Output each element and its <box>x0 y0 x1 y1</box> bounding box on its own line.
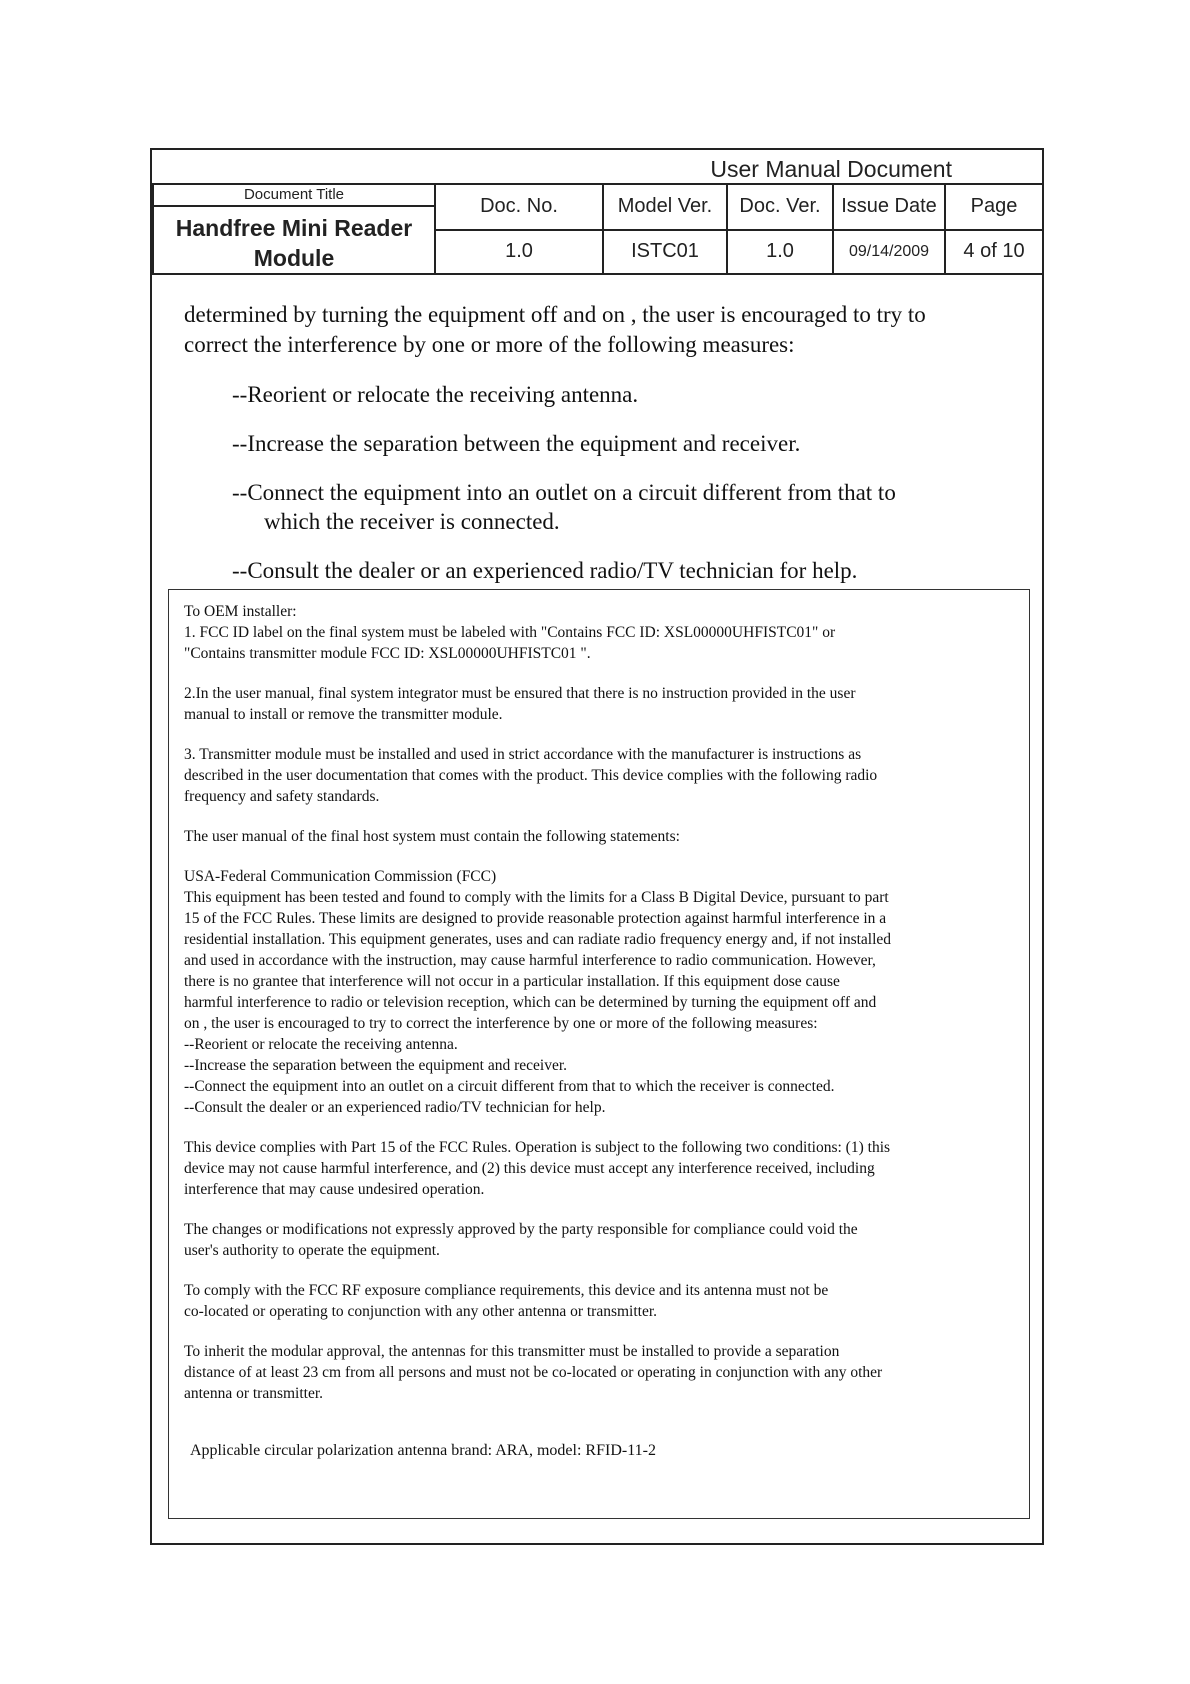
changes-statement <box>184 1219 1019 1261</box>
page-value: 4 of 10 <box>945 230 1043 275</box>
measure-item <box>232 478 992 536</box>
part15-line-2: device may not cause harmful interference, and (2) this device must accept any interference received, including <box>184 1160 875 1177</box>
antenna-brand-line: Applicable circular polarization antenna brand: ARA, model: RFID-11-2 <box>190 1442 656 1459</box>
fcc-line-5: there is no grantee that interference will not occur in a particular installation. If this equipment dose cause <box>184 973 840 990</box>
oem-item-2-line-2: manual to install or remove the transmitter module. <box>184 706 503 723</box>
document-type-header <box>152 150 1042 186</box>
oem-item-1-line-1: 1. FCC ID label on the final system must be labeled with "Contains FCC ID: XSL00000UHFISTC01" or <box>184 624 836 641</box>
document-title-line-1: Handfree Mini Reader <box>175 215 413 241</box>
document-title-line-2: Module <box>253 245 335 271</box>
measure-item <box>232 380 992 409</box>
issue-date-header: Issue Date <box>833 184 945 230</box>
measure-item <box>232 429 992 458</box>
measure-item <box>232 556 992 585</box>
oem-item-3-line-1: 3. Transmitter module must be installed and used in strict accordance with the manufacturer is instructions as <box>184 746 862 763</box>
measure-increase-separation: --Increase the separation between the equipment and receiver. <box>232 431 801 456</box>
oem-item-1 <box>184 601 1019 664</box>
oem-item-3 <box>184 744 1019 807</box>
fcc-line-4: and used in accordance with the instruction, may cause harmful interference to radio communication. However, <box>184 952 876 969</box>
measure-connect-outlet-line-1: --Connect the equipment into an outlet on a circuit different from that to <box>232 480 896 505</box>
rf-exposure-statement <box>184 1280 1019 1322</box>
document-title <box>154 207 434 273</box>
modular-line-2: distance of at least 23 cm from all persons and must not be co-located or operating in conjunction with any other <box>184 1364 883 1381</box>
measure-connect-outlet-line-2: which the receiver is connected. <box>264 509 560 534</box>
model-ver-header: Model Ver. <box>603 184 727 230</box>
rf-line-1: To comply with the FCC RF exposure compliance requirements, this device and its antenna must not be <box>184 1282 829 1299</box>
measure-reorient: --Reorient or relocate the receiving antenna. <box>232 382 639 407</box>
intro-paragraph <box>184 300 1004 360</box>
oem-installer-text <box>184 601 1019 1423</box>
part15-line-3: interference that may cause undesired operation. <box>184 1181 485 1198</box>
fcc-measure-2: --Increase the separation between the equipment and receiver. <box>184 1057 568 1074</box>
fcc-line-3: residential installation. This equipment generates, uses and can radiate radio frequency energy and, if not installed <box>184 931 892 948</box>
changes-line-2: user's authority to operate the equipment. <box>184 1242 440 1259</box>
doc-ver-value: 1.0 <box>727 230 833 275</box>
doc-no-header: Doc. No. <box>435 184 603 230</box>
fcc-line-6: harmful interference to radio or television reception, which can be determined by turning the equipment off and <box>184 994 877 1011</box>
model-ver-value: ISTC01 <box>603 230 727 275</box>
document-type-label: User Manual Document <box>710 156 952 182</box>
measure-consult-dealer: --Consult the dealer or an experienced radio/TV technician for help. <box>232 558 858 583</box>
page-header: Page <box>945 184 1043 230</box>
oem-item-3-line-3: frequency and safety standards. <box>184 788 380 805</box>
fcc-line-1: This equipment has been tested and found to comply with the limits for a Class B Digital Device, pursuant to part <box>184 889 889 906</box>
fcc-statement <box>184 866 1019 1118</box>
fcc-heading: USA-Federal Communication Commission (FCC) <box>184 868 497 885</box>
fcc-measure-4: --Consult the dealer or an experienced radio/TV technician for help. <box>184 1099 606 1116</box>
doc-ver-header: Doc. Ver. <box>727 184 833 230</box>
intro-line-2: correct the interference by one or more of the following measures: <box>184 332 795 357</box>
statements-intro-line: The user manual of the final host system must contain the following statements: <box>184 828 680 845</box>
document-title-label: Document Title <box>154 185 434 207</box>
modular-approval-statement <box>184 1341 1019 1404</box>
fcc-measure-1: --Reorient or relocate the receiving antenna. <box>184 1036 458 1053</box>
doc-no-value: 1.0 <box>435 230 603 275</box>
oem-item-1-line-2: "Contains transmitter module FCC ID: XSL00000UHFISTC01 ". <box>184 645 591 662</box>
modular-line-3: antenna or transmitter. <box>184 1385 324 1402</box>
document-title-cell <box>153 184 435 274</box>
oem-heading: To OEM installer: <box>184 603 297 620</box>
oem-item-3-line-2: described in the user documentation that comes with the product. This device complies with the following radio <box>184 767 878 784</box>
part15-statement <box>184 1137 1019 1200</box>
issue-date-value: 09/14/2009 <box>833 230 945 275</box>
rf-line-2: co-located or operating to conjunction with any other antenna or transmitter. <box>184 1303 658 1320</box>
fcc-measure-3: --Connect the equipment into an outlet on a circuit different from that to which the receiver is connected. <box>184 1078 835 1095</box>
part15-line-1: This device complies with Part 15 of the FCC Rules. Operation is subject to the following two conditions: (1) this <box>184 1139 891 1156</box>
fcc-line-2: 15 of the FCC Rules. These limits are designed to provide reasonable protection against harmful interference in a <box>184 910 887 927</box>
intro-line-1: determined by turning the equipment off and on , the user is encouraged to try to <box>184 302 926 327</box>
oem-item-2-line-1: 2.In the user manual, final system integrator must be ensured that there is no instruction provided in the user <box>184 685 856 702</box>
statements-intro <box>184 826 1019 847</box>
fcc-line-7: on , the user is encouraged to try to correct the interference by one or more of the following measures: <box>184 1015 818 1032</box>
document-info-table <box>152 183 1044 275</box>
changes-line-1: The changes or modifications not expressly approved by the party responsible for compliance could void the <box>184 1221 858 1238</box>
modular-line-1: To inherit the modular approval, the antennas for this transmitter must be installed to provide a separation <box>184 1343 840 1360</box>
oem-item-2 <box>184 683 1019 725</box>
